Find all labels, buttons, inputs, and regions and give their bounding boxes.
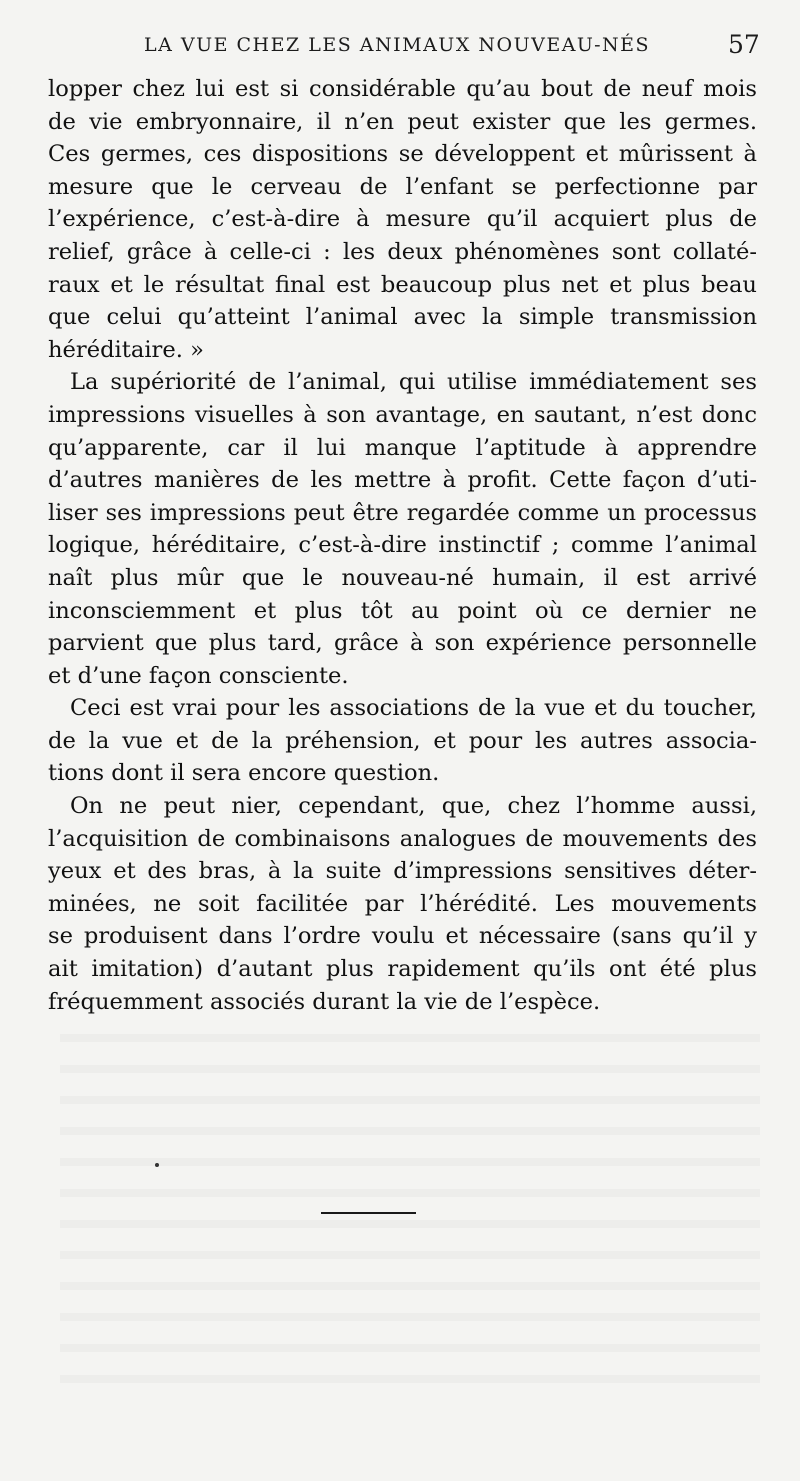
page-header [0,30,800,66]
text-line: de la vue et de la préhension, et pour les autres associa- [48,727,757,754]
text-line: Ces germes, ces dispositions se développent et mûrissent à [48,141,757,168]
running-title: LA VUE CHEZ LES ANIMAUX NOUVEAU-NÉS [144,34,651,56]
text-line: inconsciemment et plus tôt au point où ce dernier ne [48,597,757,624]
text-line: de vie embryonnaire, il n’en peut exister que les germes. [48,108,757,135]
text-line: d’autres manières de les mettre à profit. Cette façon d’uti- [48,467,757,494]
text-line: héréditaire. » [48,336,204,363]
body-text [48,73,757,1018]
text-line: mesure que le cerveau de l’enfant se perfectionne par [48,173,757,200]
text-line: liser ses impressions peut être regardée comme un processus [48,499,757,526]
text-line: tions dont il sera encore question. [48,760,440,787]
page-number: 57 [728,30,760,59]
text-line: ait imitation) d’autant plus rapidement qu’ils ont été plus [48,956,757,983]
text-line: raux et le résultat final est beaucoup plus net et plus beau [48,271,757,298]
text-line: yeux et des bras, à la suite d’impressions sensitives déter- [48,858,757,885]
text-line: que celui qu’atteint l’animal avec la simple transmission [48,304,757,331]
text-line: naît plus mûr que le nouveau-né humain, il est arrivé [48,564,757,591]
text-line: logique, héréditaire, c’est-à-dire instinctif ; comme l’animal [48,532,757,559]
text-line: minées, ne soit facilitée par l’hérédité. Les mouvements [48,890,757,917]
end-rule [321,1212,416,1214]
text-line: La supériorité de l’animal, qui utilise immédiatement ses [70,369,757,396]
text-line: relief, grâce à celle-ci : les deux phénomènes sont collaté- [48,238,757,265]
text-line: fréquemment associés durant la vie de l’espèce. [48,988,601,1015]
text-line: l’acquisition de combinaisons analogues de mouvements des [48,825,757,852]
text-line: lopper chez lui est si considérable qu’au bout de neuf mois [48,76,757,102]
text-line: Ceci est vrai pour les associations de la vue et du toucher, [70,695,757,722]
text-line: se produisent dans l’ordre voulu et nécessaire (sans qu’il y [48,923,757,950]
text-line: impressions visuelles à son avantage, en sautant, n’est donc [48,401,757,428]
text-line: et d’une façon consciente. [48,662,349,689]
show-through-text [60,1020,760,1390]
text-line: l’expérience, c’est-à-dire à mesure qu’il acquiert plus de [48,206,757,233]
text-line: qu’apparente, car il lui manque l’aptitude à apprendre [48,434,757,461]
ink-speck [155,1163,159,1167]
text-line: On ne peut nier, cependant, que, chez l’homme aussi, [70,793,757,820]
text-line: parvient que plus tard, grâce à son expérience personnelle [48,630,757,657]
